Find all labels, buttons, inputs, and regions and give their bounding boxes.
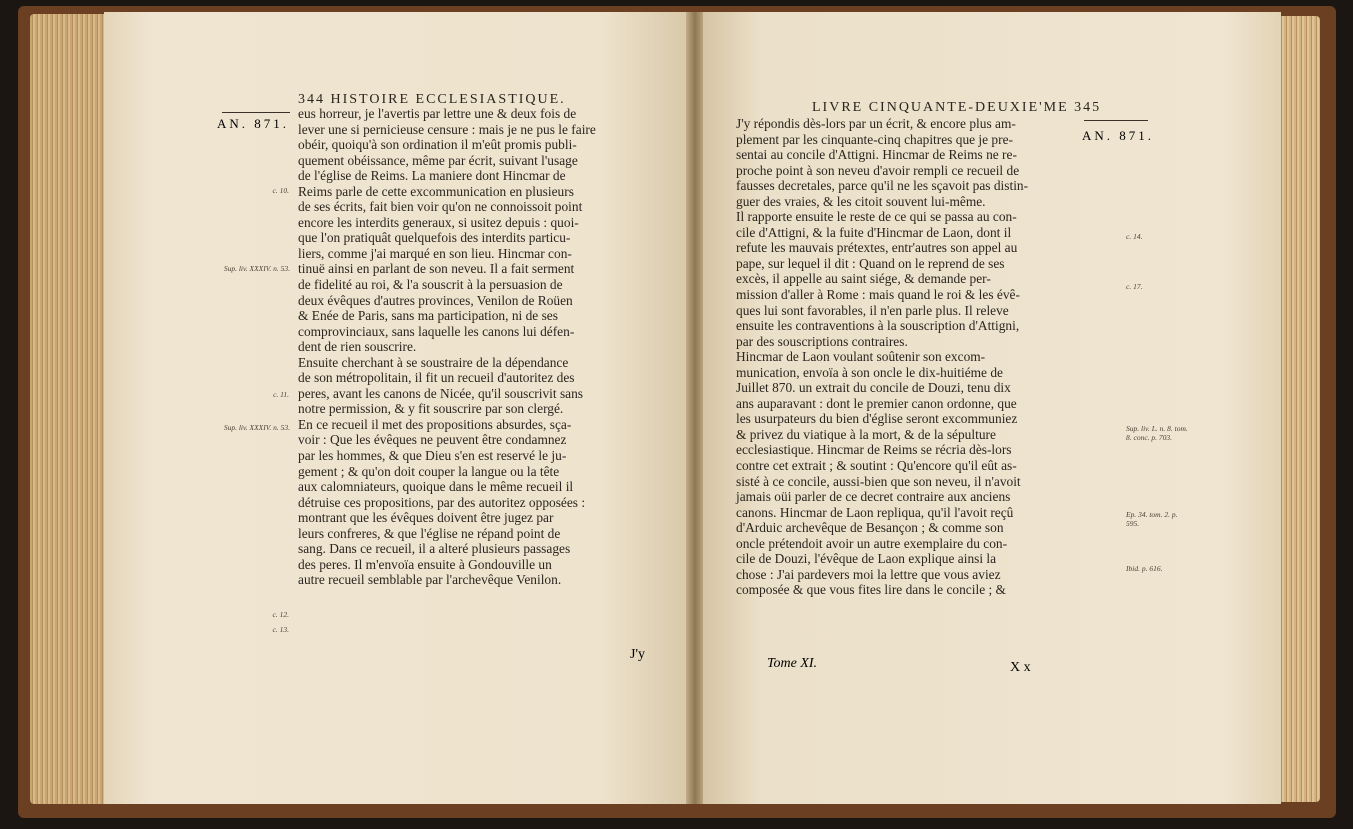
left-text-line: lever une si pernicieuse censure : mais je ne pus le faire (298, 121, 596, 137)
right-text-line: jamais oüi parler de ce decret contraire aux anciens (736, 489, 1011, 505)
right-text-line: & privez du viatique à la mort, & de la sépulture (736, 426, 996, 442)
right-text-line: chose : J'ai pardevers moi la lettre que vous aviez (736, 566, 1001, 582)
right-text-line: J'y répondis dès-lors par un écrit, & encore plus am- (736, 116, 1016, 131)
right-text-line: oncle prétendoit avoir un autre exemplaire du con- (736, 535, 1008, 551)
left-text-line: deux évêques d'autres provinces, Venilon de Roüen (298, 292, 573, 308)
left-text-line: aux calomniateurs, quoique dans le même recueil il (298, 479, 574, 495)
left-text-line: Ensuite cherchant à se soustraire de la dépendance (298, 354, 569, 370)
right-text-line: ans auparavant : dont le premier canon ordonne, que (736, 395, 1017, 411)
gutter (686, 12, 704, 804)
left-text-line: liers, comme j'ai marqué en son lieu. Hincmar con- (298, 245, 572, 261)
right-text-line: fausses decretales, parce qu'il ne les sçavoit pas distin- (736, 178, 1029, 194)
left-note-6: c. 13. (272, 625, 289, 634)
right-text-line: pape, sur lequel il dit : Quand on le reprend de ses (736, 255, 1005, 271)
left-text-line: par les hommes, & que Dieu s'en est reservé le ju- (298, 448, 567, 464)
right-footer-volume: Tome XI. (767, 656, 818, 671)
left-note-3: c. 11. (273, 390, 289, 399)
left-text-line: encore les interdits generaux, si usitez depuis : quoi- (298, 214, 579, 230)
left-text-line: de ses écrits, fait bien voir qu'on ne connoissoit point (298, 199, 583, 215)
right-note-4: Ep. 34. tom. 2. p. 595. (1126, 510, 1178, 528)
right-text-line: excès, il appelle au saint siége, & demande per- (736, 271, 991, 287)
right-text-line: Hincmar de Laon voulant soûtenir son excom- (736, 349, 986, 365)
right-text-line: Juillet 870. un extrait du concile de Douzi, tenu dix (736, 380, 1011, 396)
right-year-tag: AN. 871. (1082, 128, 1155, 143)
right-note-2: c. 17. (1126, 282, 1143, 291)
right-text-line: canons. Hincmar de Laon repliqua, qu'il l'avoit reçû (736, 504, 1014, 520)
right-text-line: par des souscriptions contraires. (736, 333, 908, 349)
right-text-line: ques lui sont favorables, il n'en parle plus. Il releve (736, 302, 1009, 318)
right-text-line: cile d'Attigni, & la fuite d'Hincmar de Laon, dont il (736, 224, 1012, 240)
left-text-line: peres, avant les canons de Nicée, qu'il souscrivit sans (298, 385, 584, 401)
left-note-1: c. 10. (272, 186, 289, 195)
left-text-line: comprovinciaux, sans laquelle les canons lui défen- (298, 323, 575, 339)
left-running-head: 344 HISTOIRE ECCLESIASTIQUE. (298, 92, 566, 107)
right-text-line: guer des vraies, & les citoit souvent lui-même. (736, 193, 986, 209)
left-text-line: notre permission, & y fit souscrire par son clergé. (298, 401, 564, 417)
right-text-line: d'Arduic archevêque de Besançon ; & comme son (736, 520, 1004, 536)
left-text-line: de l'église de Reims. La maniere dont Hincmar de (298, 168, 566, 184)
left-text-line: autre recueil semblable par l'archevêque Venilon. (298, 572, 562, 588)
right-text-line: ecclesiastique. Hincmar de Reims se récria dès-lors (736, 442, 1012, 458)
left-text-line: sang. Dans ce recueil, il a alteré plusieurs passages (298, 541, 571, 557)
left-text-line: que l'on pratiquât quelquefois des interdits particu- (298, 230, 571, 246)
right-text-line: sentai au concile d'Attigni. Hincmar de Reims ne re- (736, 147, 1017, 163)
left-text-line: dent de rien souscrire. (298, 339, 417, 355)
left-text-line: gement ; & qu'on doit couper la langue ou la tête (298, 463, 560, 479)
right-text-line: composée & que vous fites lire dans le concile ; & (736, 582, 1006, 598)
right-text-line: ensuite les contraventions à la souscription d'Attigni, (736, 318, 1020, 334)
left-text-line: leurs confreres, & que l'église ne répand point de (298, 525, 561, 541)
right-text-line: plement par les cinquante-cinq chapitres que je pre- (736, 131, 1013, 147)
right-text-line: les usurpateurs du bien d'église seront excommuniez (736, 411, 1018, 427)
right-text-line: proche point à son neveu d'avoir rempli ce recueil de (736, 162, 1020, 178)
left-catchword: J'y (630, 647, 645, 662)
right-running-head: LIVRE CINQUANTE-DEUXIE'ME 345 (812, 100, 1102, 115)
left-note-5: c. 12. (272, 610, 289, 619)
right-text-line: contre cet extrait ; & soutint : Qu'encore qu'il eût as- (736, 458, 1017, 474)
right-text-line: refute les mauvais prétextes, entr'autres son appel au (736, 240, 1018, 256)
right-note-3: Sup. liv. L. n. 8. tom. 8. conc. p. 703. (1126, 424, 1188, 442)
left-body-text (298, 106, 654, 588)
left-text-line: Reims parle de cette excommunication en plusieurs (298, 183, 574, 199)
right-text-line: mission d'aller à Rome : mais quand le roi & les évê- (736, 287, 1020, 303)
left-text-line: tinuë ainsi en parlant de son neveu. Il a fait serment (298, 261, 575, 277)
right-signature-mark: X x (1010, 660, 1031, 675)
right-note-1: c. 14. (1126, 232, 1143, 241)
left-note-4: Sup. liv. XXXIV. n. 53. (223, 423, 290, 432)
left-text-line: obéir, quoiqu'à son ordination il m'eût promis publi- (298, 137, 577, 153)
left-text-line: quement obéissance, même par écrit, suivant l'usage (298, 152, 578, 168)
right-text-line: cile de Douzi, l'évêque de Laon explique ainsi la (736, 551, 997, 567)
right-text-line: sisté à ce concile, aussi-bien que son neveu, il n'avoit (736, 473, 1021, 489)
right-body-text (736, 116, 1112, 598)
left-text-line: de fidelité au roi, & l'a souscrit à la persuasion de (298, 277, 563, 293)
left-text-line: détruise ces propositions, par des autoritez opposées : (298, 494, 586, 510)
right-text-line: Il rapporte ensuite le reste de ce qui se passa au con- (736, 209, 1017, 225)
left-text-line: En ce recueil il met des propositions absurdes, sça- (298, 416, 572, 432)
left-year-tag: AN. 871. (217, 116, 290, 131)
left-text-line: de son métropolitain, il fit un recueil d'autoritez des (298, 370, 575, 386)
left-page-edges (30, 14, 110, 804)
left-margin-rule (222, 112, 290, 113)
right-text-line: munication, envoïa à son oncle le dix-huitiéme de (736, 364, 1003, 380)
left-text-line: & Enée de Paris, sans ma participation, ni de ses (298, 308, 558, 324)
left-text-line: voir : Que les évêques ne peuvent être condamnez (298, 432, 567, 448)
left-text-line: eus horreur, je l'avertis par lettre une & deux fois de (298, 106, 577, 121)
left-text-line: montrant que les évêques doivent être jugez par (298, 510, 554, 526)
left-note-2: Sup. liv. XXXIV. n. 53. (223, 264, 290, 273)
left-text-line: des peres. Il m'envoïa ensuite à Gondouville un (298, 556, 552, 572)
right-note-5: Ibid. p. 616. (1126, 564, 1163, 573)
